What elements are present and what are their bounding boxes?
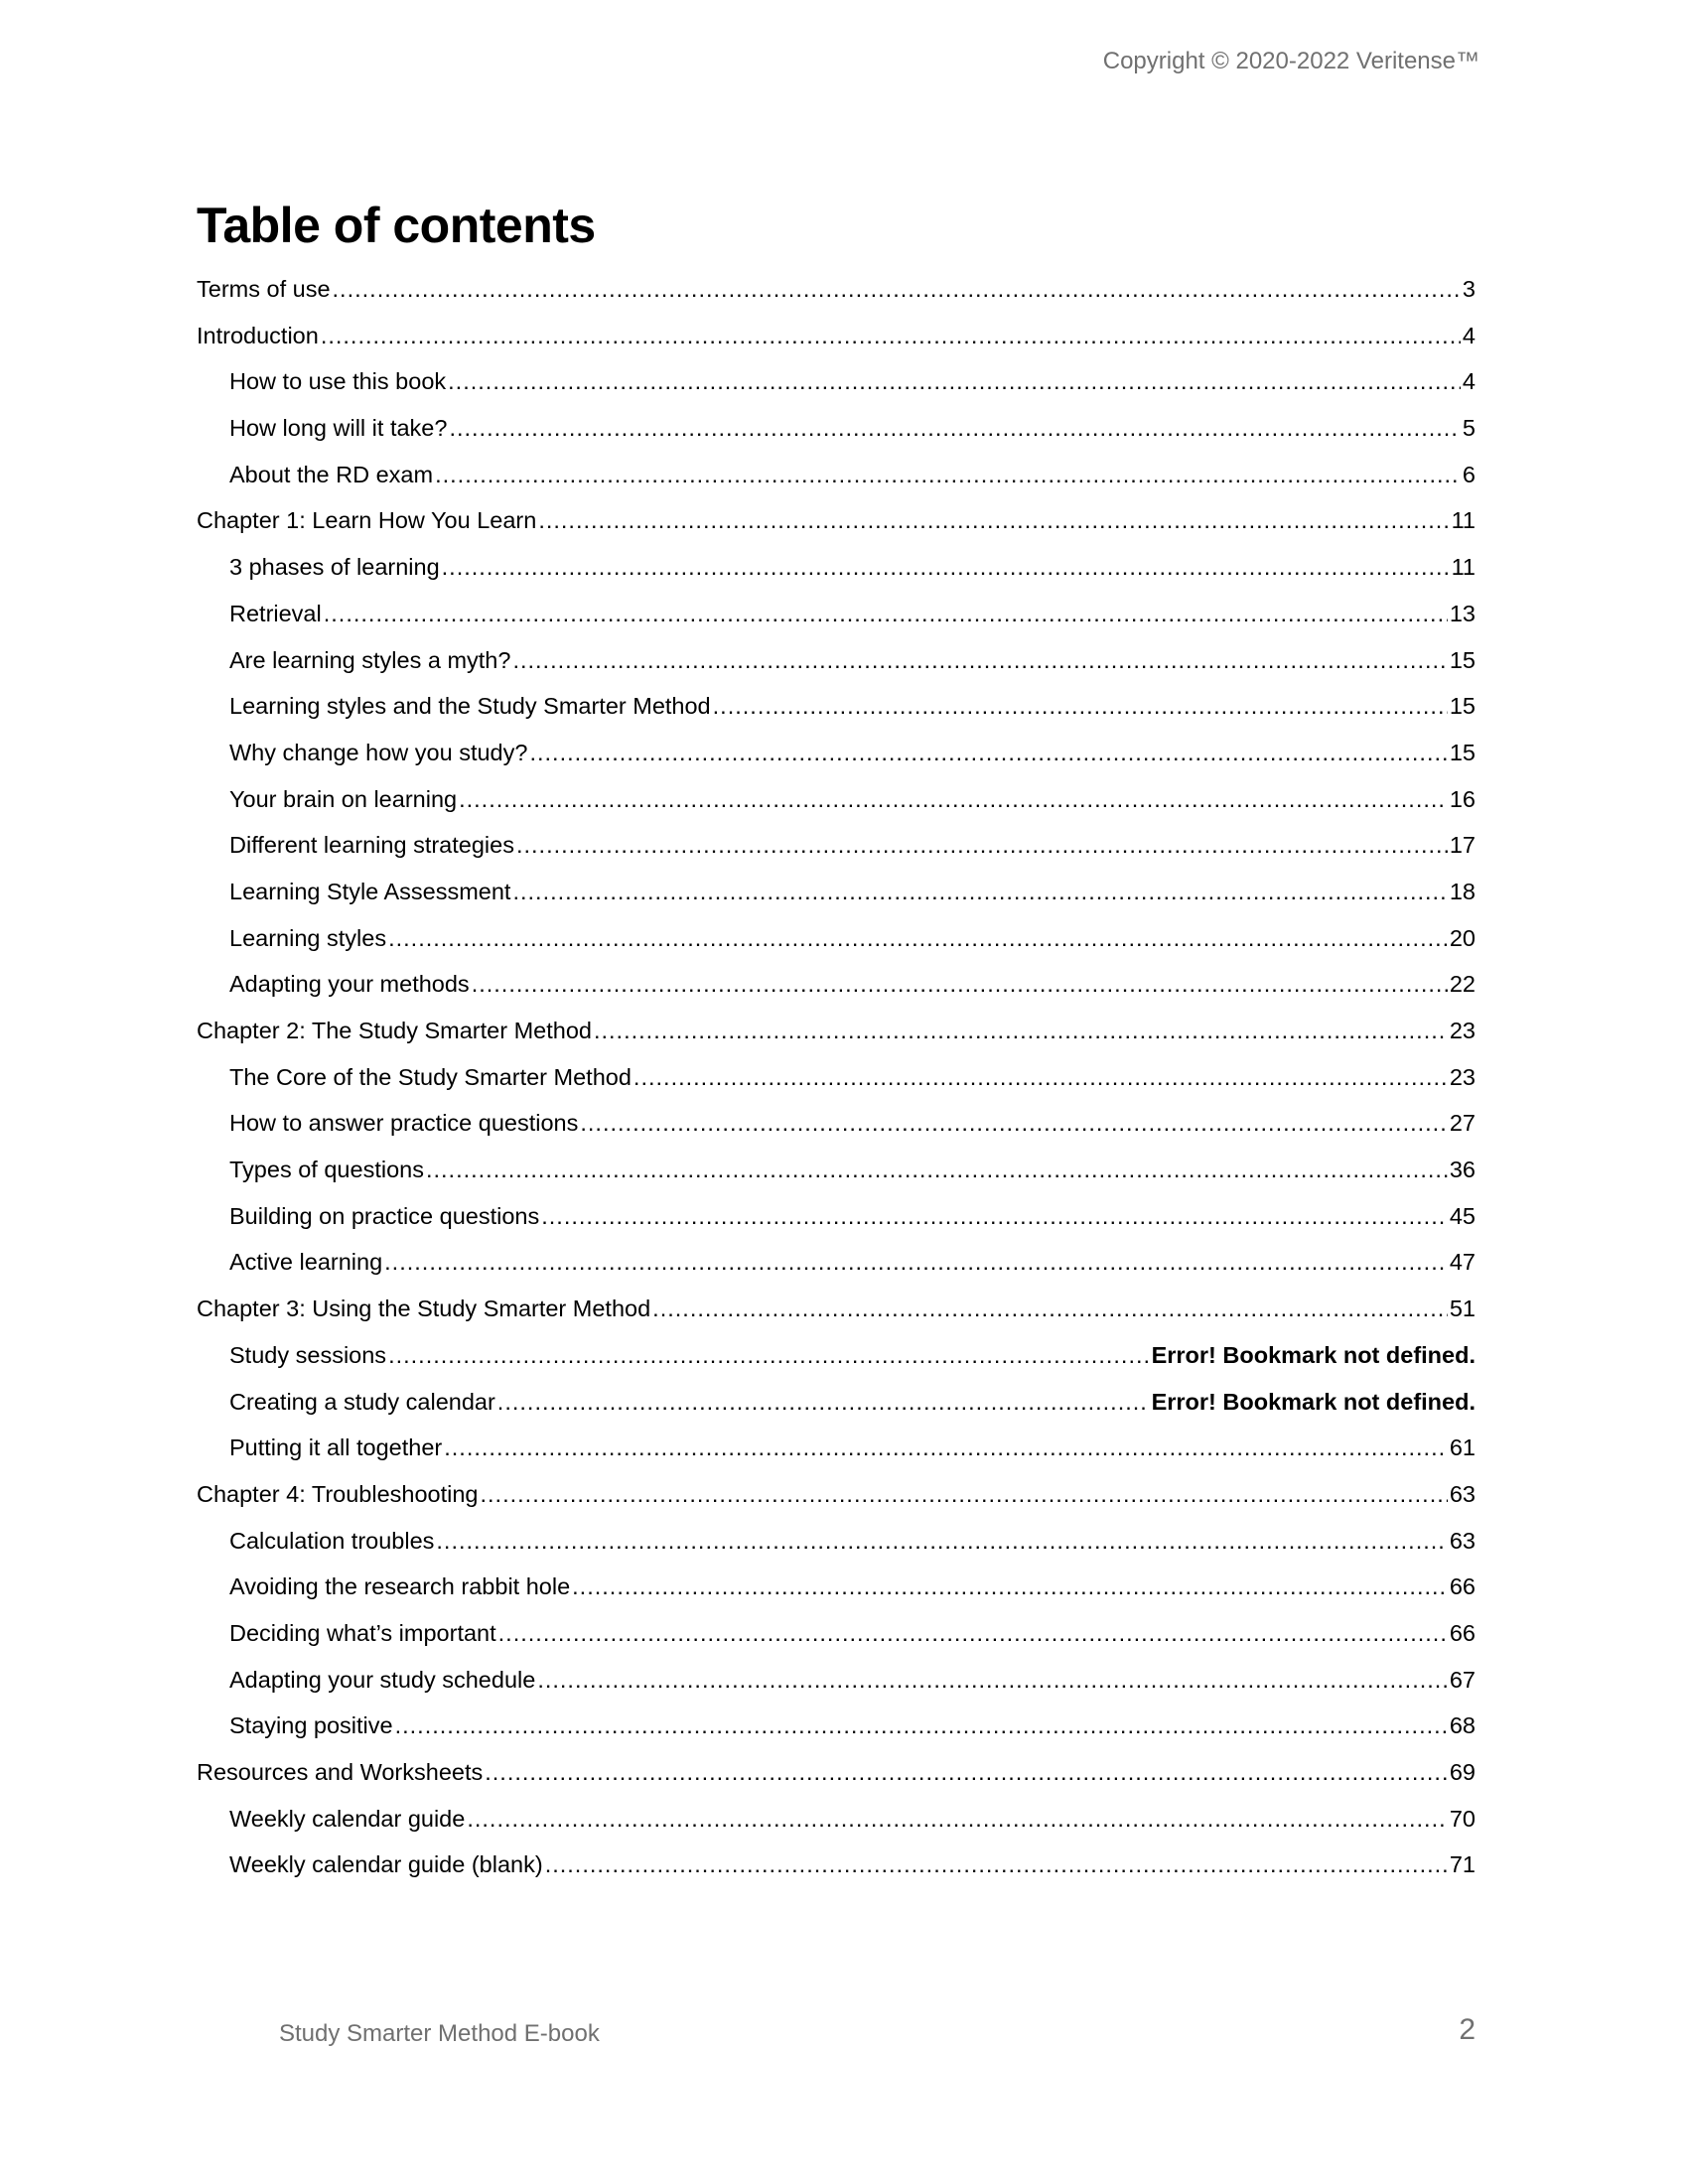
toc-entry[interactable] — [197, 452, 1476, 498]
toc-entry-label[interactable]: Building on practice questions — [229, 1202, 540, 1229]
toc-entry[interactable] — [197, 1842, 1476, 1888]
toc-entry[interactable] — [197, 1286, 1476, 1332]
footer-page-number: 2 — [1459, 2013, 1476, 2046]
toc-entry-page-number[interactable]: 71 — [1449, 1851, 1476, 1878]
toc-entry-label[interactable]: How to use this book — [229, 368, 447, 395]
dot-leader — [426, 1147, 1448, 1193]
toc-entry-page-number[interactable]: 15 — [1449, 693, 1476, 720]
toc-entry-label[interactable]: Chapter 3: Using the Study Smarter Method — [197, 1296, 651, 1322]
toc-entry-page-number[interactable]: 17 — [1449, 832, 1476, 859]
dot-leader — [580, 1100, 1447, 1147]
toc-entry-label[interactable]: Learning Style Assessment — [229, 878, 511, 904]
toc-entry[interactable] — [197, 1657, 1476, 1704]
dot-leader — [537, 1657, 1448, 1704]
dot-leader — [388, 1332, 1150, 1379]
toc-entry-page-number[interactable]: 36 — [1449, 1157, 1476, 1183]
dot-leader — [652, 1286, 1448, 1332]
toc-entry[interactable] — [197, 961, 1476, 1008]
toc-entry-page-number[interactable]: Error! Bookmark not defined. — [1151, 1341, 1476, 1368]
copyright-notice: Copyright © 2020-2022 Veritense™ — [1102, 48, 1479, 74]
toc-entry-page-number[interactable]: 4 — [1462, 368, 1476, 395]
dot-leader — [436, 1518, 1447, 1565]
toc-entry-label[interactable]: Are learning styles a myth? — [229, 646, 511, 673]
dot-leader — [541, 1193, 1448, 1240]
toc-entry[interactable] — [197, 1471, 1476, 1518]
toc-entry[interactable] — [197, 1703, 1476, 1749]
dot-leader — [485, 1749, 1448, 1796]
toc-entry[interactable] — [197, 869, 1476, 915]
toc-entry[interactable] — [197, 683, 1476, 730]
dot-leader — [572, 1564, 1448, 1610]
toc-entry-page-number[interactable]: 3 — [1462, 276, 1476, 302]
toc-entry-page-number[interactable]: Error! Bookmark not defined. — [1151, 1388, 1476, 1415]
dot-leader — [497, 1379, 1150, 1426]
dot-leader — [448, 358, 1461, 405]
toc-entry-label[interactable]: Chapter 2: The Study Smarter Method — [197, 1018, 592, 1043]
toc-entry-label[interactable]: Learning styles and the Study Smarter Method — [229, 693, 711, 720]
toc-entry[interactable] — [197, 405, 1476, 452]
toc-entry-page-number[interactable]: 5 — [1462, 415, 1476, 442]
toc-entry-label[interactable]: Types of questions — [229, 1157, 424, 1183]
toc-entry-page-number[interactable]: 13 — [1449, 600, 1476, 626]
dot-leader — [444, 1425, 1448, 1471]
dot-leader — [384, 1239, 1448, 1286]
dot-leader — [713, 683, 1448, 730]
toc-entry[interactable] — [197, 1379, 1476, 1426]
dot-leader — [538, 497, 1449, 544]
toc-entry-label[interactable]: Calculation troubles — [229, 1527, 435, 1554]
toc-entry-label[interactable]: Putting it all together — [229, 1434, 443, 1461]
toc-entry[interactable] — [197, 1239, 1476, 1286]
toc-entry[interactable] — [197, 1332, 1476, 1379]
toc-entry-label[interactable]: Deciding what’s important — [229, 1619, 496, 1646]
dot-leader — [333, 266, 1461, 313]
toc-entry-page-number[interactable]: 68 — [1449, 1712, 1476, 1739]
toc-entry-label[interactable]: Why change how you study? — [229, 739, 528, 765]
dot-leader — [388, 915, 1448, 962]
toc-entry-page-number[interactable]: 20 — [1449, 924, 1476, 951]
toc-entry[interactable] — [197, 1564, 1476, 1610]
dot-leader — [512, 637, 1447, 684]
dot-leader — [467, 1796, 1448, 1843]
toc-entry[interactable] — [197, 1518, 1476, 1565]
toc-entry[interactable] — [197, 1147, 1476, 1193]
toc-entry-page-number[interactable]: 15 — [1449, 646, 1476, 673]
dot-leader — [459, 776, 1448, 823]
toc-entry[interactable] — [197, 1193, 1476, 1240]
toc-entry-label[interactable]: Adapting your study schedule — [229, 1666, 536, 1693]
toc-entry-label[interactable]: Learning styles — [229, 924, 387, 951]
toc-entry-label[interactable]: Resources and Worksheets — [197, 1759, 484, 1785]
toc-entry-page-number[interactable]: 16 — [1449, 785, 1476, 812]
toc-entry-label[interactable]: Active learning — [229, 1249, 383, 1276]
toc-entry[interactable] — [197, 497, 1476, 544]
dot-leader — [633, 1054, 1448, 1101]
dot-leader — [529, 730, 1447, 776]
toc-entry-page-number[interactable]: 63 — [1449, 1527, 1476, 1554]
toc-entry[interactable] — [197, 1425, 1476, 1471]
toc-entry-label[interactable]: How to answer practice questions — [229, 1110, 579, 1137]
toc-entry-page-number[interactable]: 11 — [1451, 554, 1476, 581]
toc-entry-page-number[interactable]: 4 — [1462, 322, 1476, 348]
toc-entry[interactable] — [197, 915, 1476, 962]
toc-entry[interactable] — [197, 1796, 1476, 1843]
toc-entry[interactable] — [197, 637, 1476, 684]
toc-entry-label[interactable]: Different learning strategies — [229, 832, 514, 859]
table-of-contents — [197, 266, 1476, 1888]
dot-leader — [481, 1471, 1448, 1518]
dot-leader — [449, 405, 1460, 452]
toc-entry-page-number[interactable]: 45 — [1449, 1202, 1476, 1229]
toc-entry-label[interactable]: The Core of the Study Smarter Method — [229, 1063, 632, 1090]
dot-leader — [395, 1703, 1448, 1749]
dot-leader — [512, 869, 1447, 915]
toc-entry-label[interactable]: About the RD exam — [229, 461, 434, 487]
toc-entry-page-number[interactable]: 66 — [1449, 1619, 1476, 1646]
toc-entry[interactable] — [197, 1100, 1476, 1147]
toc-entry-label[interactable]: Avoiding the research rabbit hole — [229, 1573, 571, 1600]
toc-entry-page-number[interactable]: 67 — [1449, 1666, 1476, 1693]
toc-entry-page-number[interactable]: 22 — [1449, 971, 1476, 998]
toc-entry[interactable] — [197, 730, 1476, 776]
toc-entry-page-number[interactable]: 70 — [1449, 1805, 1476, 1832]
toc-entry-page-number[interactable]: 51 — [1449, 1296, 1476, 1322]
dot-leader — [435, 452, 1461, 498]
toc-entry[interactable] — [197, 591, 1476, 637]
toc-entry-page-number[interactable]: 66 — [1449, 1573, 1476, 1600]
toc-entry-page-number[interactable]: 23 — [1449, 1063, 1476, 1090]
dot-leader — [545, 1842, 1448, 1888]
toc-entry[interactable] — [197, 358, 1476, 405]
dot-leader — [594, 1008, 1448, 1054]
dot-leader — [498, 1610, 1448, 1657]
toc-entry-label[interactable]: 3 phases of learning — [229, 554, 440, 581]
toc-entry-label[interactable]: Chapter 1: Learn How You Learn — [197, 507, 537, 534]
toc-entry[interactable] — [197, 1054, 1476, 1101]
toc-entry-label[interactable]: Retrieval — [229, 600, 322, 626]
toc-entry-label[interactable]: Weekly calendar guide (blank) — [229, 1851, 543, 1878]
dot-leader — [442, 544, 1450, 591]
toc-entry-page-number[interactable]: 11 — [1451, 507, 1476, 534]
toc-entry[interactable] — [197, 776, 1476, 823]
toc-entry-label[interactable]: Adapting your methods — [229, 971, 470, 998]
toc-entry-label[interactable]: Weekly calendar guide — [229, 1805, 466, 1832]
toc-entry-label[interactable]: Staying positive — [229, 1712, 393, 1739]
toc-entry-page-number[interactable]: 18 — [1449, 878, 1476, 904]
dot-leader — [516, 822, 1448, 869]
toc-entry-label[interactable]: How long will it take? — [229, 415, 448, 442]
toc-entry-page-number[interactable]: 6 — [1462, 461, 1476, 487]
toc-entry-label[interactable]: Terms of use — [197, 276, 331, 302]
toc-entry-label[interactable]: Your brain on learning — [229, 785, 458, 812]
toc-entry-page-number[interactable]: 27 — [1449, 1110, 1476, 1137]
toc-entry-page-number[interactable]: 63 — [1449, 1480, 1476, 1507]
footer-book-title: Study Smarter Method E-book — [279, 2020, 600, 2047]
toc-entry-label[interactable]: Creating a study calendar — [229, 1388, 495, 1415]
toc-entry[interactable] — [197, 544, 1476, 591]
toc-entry-page-number[interactable]: 61 — [1449, 1434, 1476, 1461]
toc-entry-label[interactable]: Introduction — [197, 322, 319, 348]
toc-entry[interactable] — [197, 1610, 1476, 1657]
toc-entry[interactable] — [197, 313, 1476, 359]
dot-leader — [321, 313, 1461, 359]
toc-entry-page-number[interactable]: 23 — [1449, 1018, 1476, 1043]
toc-entry-label[interactable]: Study sessions — [229, 1341, 387, 1368]
dot-leader — [324, 591, 1448, 637]
toc-entry[interactable] — [197, 266, 1476, 313]
toc-entry[interactable] — [197, 1749, 1476, 1796]
toc-entry-page-number[interactable]: 69 — [1449, 1759, 1476, 1785]
dot-leader — [472, 961, 1448, 1008]
toc-entry-page-number[interactable]: 15 — [1449, 739, 1476, 765]
toc-entry-label[interactable]: Chapter 4: Troubleshooting — [197, 1480, 479, 1507]
page-title: Table of contents — [197, 198, 596, 253]
toc-entry-page-number[interactable]: 47 — [1449, 1249, 1476, 1276]
toc-entry[interactable] — [197, 822, 1476, 869]
toc-entry[interactable] — [197, 1008, 1476, 1054]
